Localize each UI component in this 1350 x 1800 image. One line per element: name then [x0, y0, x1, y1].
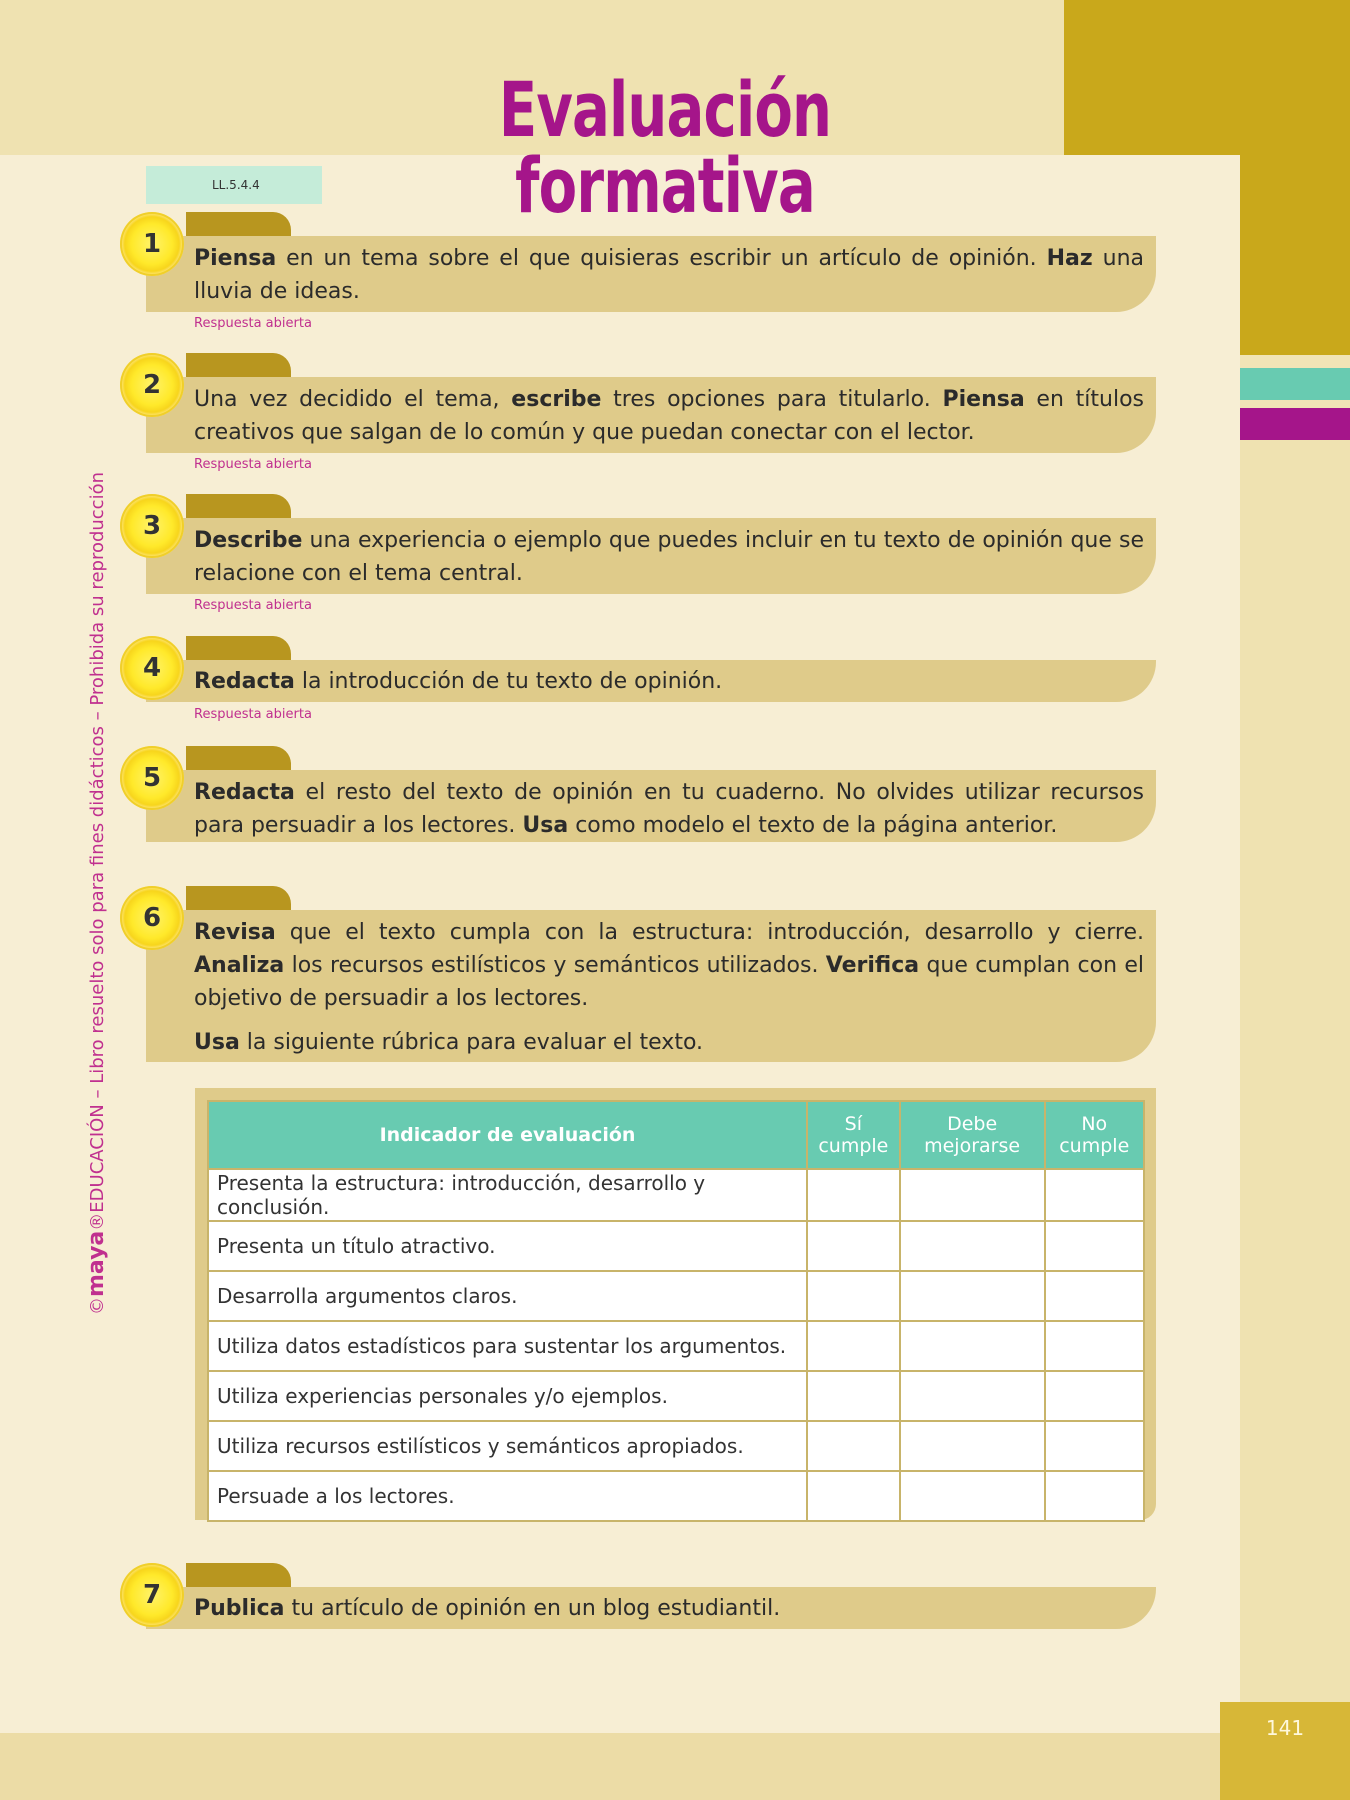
no-cumple-cell[interactable] [1045, 1371, 1145, 1421]
copyright-symbol: © [87, 1297, 108, 1315]
bottom-band [0, 1733, 1350, 1800]
page-title: Evaluación formativa [498, 65, 832, 230]
question-number-badge: 6 [120, 886, 184, 950]
gold-side-strip [1240, 155, 1350, 355]
question-number-badge: 3 [120, 494, 184, 558]
question-subtext: Usa la siguiente rúbrica para evaluar el texto. [194, 1030, 704, 1055]
si-cumple-cell[interactable] [807, 1321, 900, 1371]
question-4 [142, 636, 1156, 702]
question-text: Una vez decidido el tema, escribe tres opciones para titularlo. Piensa en títulos creativos que salgan de lo común y que puedan conectar con el lector. [194, 387, 1145, 445]
teal-side-strip [1240, 368, 1350, 400]
question-number-badge: 2 [120, 353, 184, 417]
rubric-table [207, 1100, 1145, 1522]
header-debe-mejorarse: Debe mejorarse [900, 1101, 1045, 1169]
table-row [208, 1271, 1144, 1321]
no-cumple-cell[interactable] [1045, 1271, 1145, 1321]
debe-mejorarse-cell[interactable] [900, 1321, 1045, 1371]
side-copyright-text [84, 472, 109, 1315]
response-label: Respuesta abierta [194, 707, 312, 722]
indicator-cell: Utiliza experiencias personales y/o ejemplos. [208, 1371, 807, 1421]
question-number-badge: 1 [120, 212, 184, 276]
si-cumple-cell[interactable] [807, 1169, 900, 1221]
question-3 [142, 494, 1156, 594]
debe-mejorarse-cell[interactable] [900, 1221, 1045, 1271]
brand-logo-text: maya [84, 1230, 109, 1297]
indicator-cell: Utiliza datos estadísticos para sustentar los argumentos. [208, 1321, 807, 1371]
table-header-row [208, 1101, 1144, 1169]
gold-corner-block [1064, 0, 1350, 155]
page-number: 141 [1220, 1702, 1350, 1800]
debe-mejorarse-cell[interactable] [900, 1371, 1045, 1421]
question-6 [142, 886, 1156, 1062]
header-si-cumple: Sí cumple [807, 1101, 900, 1169]
debe-mejorarse-cell[interactable] [900, 1169, 1045, 1221]
question-text: Publica tu artículo de opinión en un blog estudiantil. [194, 1596, 781, 1621]
response-label: Respuesta abierta [194, 457, 312, 472]
si-cumple-cell[interactable] [807, 1421, 900, 1471]
table-row [208, 1421, 1144, 1471]
question-text: Revisa que el texto cumpla con la estructura: introducción, desarrollo y cierre. Analiza los recursos estilísticos y semánticos utilizados. Verifica que cumplan con el objetivo de persuadir a los lectores. [194, 920, 1144, 1011]
question-text: Piensa en un tema sobre el que quisieras escribir un artículo de opinión. Haz una lluvia de ideas. [194, 246, 1144, 304]
registered-symbol: ® [87, 1212, 108, 1231]
table-row [208, 1471, 1144, 1521]
question-7 [142, 1563, 1156, 1629]
question-number-badge: 7 [120, 1563, 184, 1627]
table-row [208, 1169, 1144, 1221]
header-no-cumple: No cumple [1045, 1101, 1145, 1169]
no-cumple-cell[interactable] [1045, 1471, 1145, 1521]
question-number-badge: 5 [120, 746, 184, 810]
magenta-side-strip [1240, 408, 1350, 440]
rubric-table-frame [195, 1088, 1156, 1520]
response-label: Respuesta abierta [194, 598, 312, 613]
si-cumple-cell[interactable] [807, 1271, 900, 1321]
header-indicator: Indicador de evaluación [208, 1101, 807, 1169]
indicator-cell: Desarrolla argumentos claros. [208, 1271, 807, 1321]
right-side-strip [1240, 440, 1350, 1702]
side-notice: EDUCACIÓN – Libro resuelto solo para fines didácticos – Prohibida su reproducción [87, 471, 108, 1213]
si-cumple-cell[interactable] [807, 1471, 900, 1521]
question-number-badge: 4 [120, 636, 184, 700]
no-cumple-cell[interactable] [1045, 1321, 1145, 1371]
indicator-cell: Utiliza recursos estilísticos y semánticos apropiados. [208, 1421, 807, 1471]
table-row [208, 1321, 1144, 1371]
table-row [208, 1221, 1144, 1271]
question-2 [142, 353, 1156, 453]
indicator-cell: Presenta la estructura: introducción, desarrollo y conclusión. [208, 1169, 807, 1221]
indicator-cell: Persuade a los lectores. [208, 1471, 807, 1521]
no-cumple-cell[interactable] [1045, 1169, 1145, 1221]
skill-code: LL.5.4.4 [146, 166, 322, 204]
question-text: Describe una experiencia o ejemplo que puedes incluir en tu texto de opinión que se relacione con el tema central. [194, 528, 1144, 586]
si-cumple-cell[interactable] [807, 1221, 900, 1271]
indicator-cell: Presenta un título atractivo. [208, 1221, 807, 1271]
debe-mejorarse-cell[interactable] [900, 1271, 1045, 1321]
question-text: Redacta el resto del texto de opinión en tu cuaderno. No olvides utilizar recursos para persuadir a los lectores. Usa como modelo el texto de la página anterior. [194, 780, 1144, 838]
debe-mejorarse-cell[interactable] [900, 1471, 1045, 1521]
no-cumple-cell[interactable] [1045, 1221, 1145, 1271]
question-5 [142, 746, 1156, 842]
question-1 [142, 212, 1156, 312]
table-row [208, 1371, 1144, 1421]
response-label: Respuesta abierta [194, 316, 312, 331]
no-cumple-cell[interactable] [1045, 1421, 1145, 1471]
debe-mejorarse-cell[interactable] [900, 1421, 1045, 1471]
si-cumple-cell[interactable] [807, 1371, 900, 1421]
question-text: Redacta la introducción de tu texto de opinión. [194, 669, 723, 694]
